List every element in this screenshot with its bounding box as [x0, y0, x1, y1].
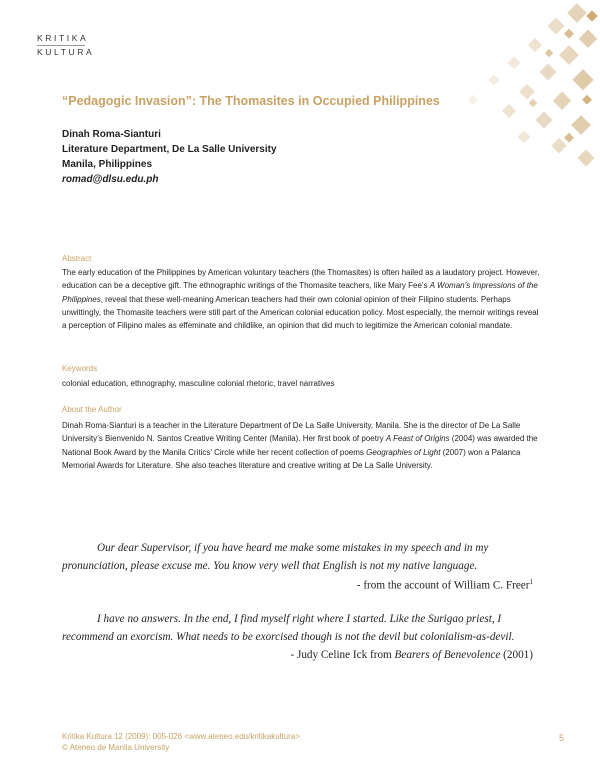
- page-number: 5: [558, 733, 564, 743]
- abstract-label: Abstract: [62, 254, 92, 263]
- author-location: Manila, Philippines: [62, 159, 153, 170]
- author-name: Dinah Roma-Sianturi: [62, 129, 161, 140]
- deco-diamond: [579, 30, 597, 48]
- footnote-marker[interactable]: 1: [529, 578, 533, 586]
- author-block: [62, 127, 277, 187]
- logo-line-1: KRITIKA: [37, 33, 89, 43]
- author-email[interactable]: romad@dlsu.edu.ph: [62, 174, 159, 185]
- about-text-part: (2007) won a Palanca Memorial Awards for Literature. She also teaches literature and creative writing at De La Salle University.: [62, 447, 521, 470]
- logo-rule: [37, 45, 85, 46]
- epigraph-2-attribution: [290, 649, 533, 661]
- keywords-label: Keywords: [62, 364, 98, 373]
- deco-diamond: [528, 38, 542, 52]
- deco-diamond: [540, 64, 557, 81]
- deco-diamond: [564, 29, 574, 39]
- deco-diamond: [572, 69, 593, 90]
- epigraph-2-line: I have no answers. In the end, I find myself right where I started. Like the Surigao priest, I: [97, 613, 502, 625]
- paper-title: “Pedagogic Invasion”: The Thomasites in Occupied Philippines: [62, 94, 440, 108]
- deco-diamond: [518, 130, 531, 143]
- deco-diamond: [502, 104, 516, 118]
- epigraph-1-line: pronunciation, please excuse me. You know very well that English is not my native language.: [62, 560, 478, 572]
- abstract-text: [62, 266, 540, 332]
- deco-diamond: [567, 3, 587, 23]
- deco-diamond: [559, 45, 579, 65]
- deco-diamond: [571, 115, 591, 135]
- deco-diamond: [564, 133, 574, 143]
- deco-diamond: [519, 84, 535, 100]
- epigraph-2-year: (2001): [500, 649, 533, 661]
- about-text-part: Dinah Roma-Sianturi is a teacher in the Literature Department of De La Salle University, Manila. She is the director of De La Salle University’s Bienvenido N. Santos Creative Writing Center (Manila). Her first book of poetry: [62, 421, 521, 444]
- author-affiliation: Literature Department, De La Salle University: [62, 144, 277, 155]
- about-book-title: Geographies of Light: [366, 447, 441, 457]
- about-author-label: About the Author: [62, 405, 122, 414]
- deco-diamond: [553, 92, 571, 110]
- deco-diamond: [582, 95, 592, 105]
- abstract-text-part: The early education of the Philippines by American voluntary teachers (the Thomasites) is often hailed as a laudatory project. However, education can be a deceptive gift. The ethnographic writings of the Thomasite teachers, like Mary Fee’s: [62, 268, 540, 291]
- epigraph-2-attribution-text: - Judy Celine Ick from: [290, 649, 395, 661]
- deco-diamond: [545, 49, 553, 57]
- about-book-title: A Feast of Origins: [385, 434, 450, 444]
- deco-diamond: [529, 99, 537, 107]
- footer-copyright: © Ateneo de Manila University: [62, 743, 170, 752]
- abstract-book-title: A Woman’s Impressions of the Philippines: [62, 281, 538, 304]
- deco-diamond: [508, 56, 521, 69]
- journal-logo: [37, 33, 94, 58]
- deco-diamond: [468, 95, 478, 105]
- about-author-text: [62, 419, 540, 472]
- deco-diamond: [488, 74, 499, 85]
- about-text-part: (2004) was awarded the National Book Award by the Manila Critics’ Circle while her recent collection of poems: [62, 434, 538, 457]
- keywords-text: colonial education, ethnography, masculine colonial rhetoric, travel narratives: [62, 379, 335, 388]
- deco-diamond: [586, 10, 597, 21]
- deco-diamond: [578, 150, 595, 167]
- deco-diamond: [548, 18, 565, 35]
- epigraph-1-line: Our dear Supervisor, if you have heard me make some mistakes in my speech and in my: [97, 542, 489, 554]
- deco-diamond: [551, 138, 567, 154]
- decorative-diamond-pattern: [370, 0, 600, 175]
- epigraph-2-book-title: Bearers of Benevolence: [394, 649, 501, 661]
- logo-line-2: KULTURA: [37, 47, 95, 57]
- epigraph-2-line: recommend an exorcism. What needs to be exorcised though is not the devil but colonialism-as-devil.: [62, 631, 515, 643]
- footer-citation: Kritika Kultura 12 (2009): 005-026 <www.ateneo.edu/kritikakultura>: [62, 732, 300, 741]
- page-footer: [62, 731, 300, 753]
- epigraph-1-attribution-text: - from the account of William C. Freer: [356, 579, 530, 592]
- epigraph-1-attribution: [357, 578, 533, 592]
- abstract-text-part: , reveal that these well-meaning American teachers had their own colonial opinion of their Filipino students. Perhaps unwittingly, the Thomasite teachers were still part of the American colonial education policy. Most especially, the memoir writings reveal a perception of Filipino males as effeminate and childlike, an opinion that did much to legitimize the American colonial mandate.: [62, 294, 539, 331]
- deco-diamond: [536, 112, 553, 129]
